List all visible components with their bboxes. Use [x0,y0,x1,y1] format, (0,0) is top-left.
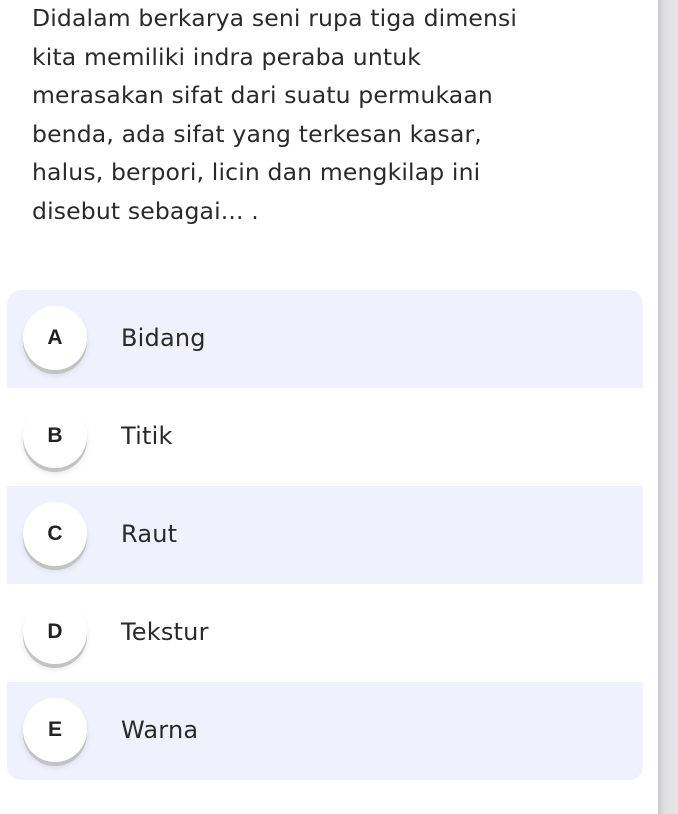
option-c-badge[interactable]: C [23,502,87,566]
question-line-5: halus, berpori, licin dan mengkilap ini [32,158,481,186]
option-e-label[interactable]: Warna [121,716,199,744]
answer-options [7,290,643,780]
question-text [32,0,632,230]
option-a-badge[interactable]: A [23,306,87,370]
option-d-label[interactable]: Tekstur [121,618,209,646]
option-d-badge[interactable]: D [23,600,87,664]
option-a-label[interactable]: Bidang [121,324,206,352]
option-b[interactable] [7,388,643,486]
question-line-3: merasakan sifat dari suatu permukaan [32,81,493,109]
option-d[interactable] [7,584,643,682]
option-e-badge[interactable]: E [23,698,87,762]
option-c-label[interactable]: Raut [121,520,178,548]
question-line-1: Didalam berkarya seni rupa tiga dimensi [32,4,518,32]
question-line-2: kita memiliki indra peraba untuk [32,42,422,71]
scrollbar-edge [658,0,678,814]
option-e[interactable] [7,682,643,780]
option-b-badge[interactable]: B [23,404,87,468]
option-c[interactable] [7,486,643,584]
question-line-6: disebut sebagai... . [32,196,259,225]
option-a[interactable] [7,290,643,388]
option-b-label[interactable]: Titik [121,422,173,450]
question-line-4: benda, ada sifat yang terkesan kasar, [32,119,482,148]
